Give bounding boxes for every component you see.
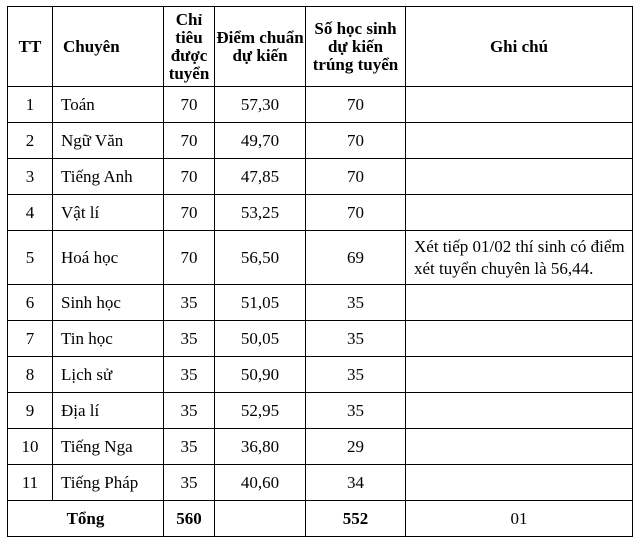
cell-chi-tieu: 70 bbox=[164, 87, 215, 123]
cell-ghi-chu bbox=[406, 465, 633, 501]
cell-diem: 57,30 bbox=[215, 87, 306, 123]
cell-ghi-chu bbox=[406, 87, 633, 123]
cell-chuyen: Tiếng Nga bbox=[53, 429, 164, 465]
cell-diem: 50,05 bbox=[215, 321, 306, 357]
header-chuyen: Chuyên bbox=[53, 7, 164, 87]
cell-so-hs: 70 bbox=[306, 123, 406, 159]
cell-chi-tieu: 35 bbox=[164, 285, 215, 321]
cell-chi-tieu: 35 bbox=[164, 393, 215, 429]
table-row bbox=[8, 357, 633, 393]
total-ghi-chu: 01 bbox=[406, 501, 633, 537]
total-label: Tổng bbox=[8, 501, 164, 537]
cell-chi-tieu: 70 bbox=[164, 231, 215, 285]
cell-chuyen: Lịch sử bbox=[53, 357, 164, 393]
cell-tt: 1 bbox=[8, 87, 53, 123]
cell-tt: 6 bbox=[8, 285, 53, 321]
cell-so-hs: 69 bbox=[306, 231, 406, 285]
table-row bbox=[8, 285, 633, 321]
cell-so-hs: 29 bbox=[306, 429, 406, 465]
header-row bbox=[8, 7, 633, 87]
cell-so-hs: 35 bbox=[306, 393, 406, 429]
table-row bbox=[8, 195, 633, 231]
cell-diem: 52,95 bbox=[215, 393, 306, 429]
cell-chi-tieu: 35 bbox=[164, 429, 215, 465]
table-row bbox=[8, 123, 633, 159]
table-row bbox=[8, 231, 633, 285]
table-row bbox=[8, 87, 633, 123]
cell-tt: 11 bbox=[8, 465, 53, 501]
cell-chuyen: Hoá học bbox=[53, 231, 164, 285]
cell-ghi-chu bbox=[406, 357, 633, 393]
cell-ghi-chu: Xét tiếp 01/02 thí sinh có điểm xét tuyển chuyên là 56,44. bbox=[406, 231, 633, 285]
cell-ghi-chu bbox=[406, 195, 633, 231]
cell-tt: 8 bbox=[8, 357, 53, 393]
cell-tt: 2 bbox=[8, 123, 53, 159]
cell-chuyen: Địa lí bbox=[53, 393, 164, 429]
total-diem-empty bbox=[215, 501, 306, 537]
cell-chuyen: Toán bbox=[53, 87, 164, 123]
cell-chuyen: Ngữ Văn bbox=[53, 123, 164, 159]
cell-chuyen: Tiếng Pháp bbox=[53, 465, 164, 501]
cell-ghi-chu bbox=[406, 393, 633, 429]
cell-diem: 50,90 bbox=[215, 357, 306, 393]
cell-chuyen: Sinh học bbox=[53, 285, 164, 321]
table-row bbox=[8, 429, 633, 465]
cell-diem: 47,85 bbox=[215, 159, 306, 195]
cell-so-hs: 35 bbox=[306, 357, 406, 393]
total-row bbox=[8, 501, 633, 537]
cell-chi-tieu: 35 bbox=[164, 321, 215, 357]
total-chi-tieu: 560 bbox=[164, 501, 215, 537]
table-row bbox=[8, 321, 633, 357]
cell-so-hs: 35 bbox=[306, 321, 406, 357]
cell-so-hs: 35 bbox=[306, 285, 406, 321]
admission-table bbox=[7, 6, 633, 537]
cell-so-hs: 70 bbox=[306, 195, 406, 231]
cell-ghi-chu bbox=[406, 285, 633, 321]
cell-so-hs: 34 bbox=[306, 465, 406, 501]
cell-diem: 56,50 bbox=[215, 231, 306, 285]
cell-ghi-chu bbox=[406, 123, 633, 159]
cell-ghi-chu bbox=[406, 321, 633, 357]
table-row bbox=[8, 465, 633, 501]
cell-chi-tieu: 70 bbox=[164, 159, 215, 195]
cell-chuyen: Vật lí bbox=[53, 195, 164, 231]
cell-chuyen: Tiếng Anh bbox=[53, 159, 164, 195]
total-so-hs: 552 bbox=[306, 501, 406, 537]
cell-ghi-chu bbox=[406, 159, 633, 195]
cell-diem: 49,70 bbox=[215, 123, 306, 159]
header-so-hoc-sinh: Số học sinh dự kiến trúng tuyển bbox=[306, 7, 406, 87]
cell-diem: 40,60 bbox=[215, 465, 306, 501]
header-tt: TT bbox=[8, 7, 53, 87]
cell-tt: 7 bbox=[8, 321, 53, 357]
cell-tt: 4 bbox=[8, 195, 53, 231]
header-diem-chuan: Điểm chuẩn dự kiến bbox=[215, 7, 306, 87]
cell-diem: 53,25 bbox=[215, 195, 306, 231]
cell-chi-tieu: 35 bbox=[164, 465, 215, 501]
cell-tt: 3 bbox=[8, 159, 53, 195]
table-row bbox=[8, 393, 633, 429]
cell-chuyen: Tin học bbox=[53, 321, 164, 357]
cell-chi-tieu: 35 bbox=[164, 357, 215, 393]
cell-tt: 5 bbox=[8, 231, 53, 285]
cell-diem: 36,80 bbox=[215, 429, 306, 465]
header-chi-tieu: Chỉ tiêu được tuyển bbox=[164, 7, 215, 87]
table-row bbox=[8, 159, 633, 195]
cell-so-hs: 70 bbox=[306, 159, 406, 195]
admission-table-container bbox=[7, 6, 633, 537]
cell-tt: 10 bbox=[8, 429, 53, 465]
cell-so-hs: 70 bbox=[306, 87, 406, 123]
cell-chi-tieu: 70 bbox=[164, 195, 215, 231]
cell-chi-tieu: 70 bbox=[164, 123, 215, 159]
cell-ghi-chu bbox=[406, 429, 633, 465]
header-ghi-chu: Ghi chú bbox=[406, 7, 633, 87]
cell-diem: 51,05 bbox=[215, 285, 306, 321]
cell-tt: 9 bbox=[8, 393, 53, 429]
